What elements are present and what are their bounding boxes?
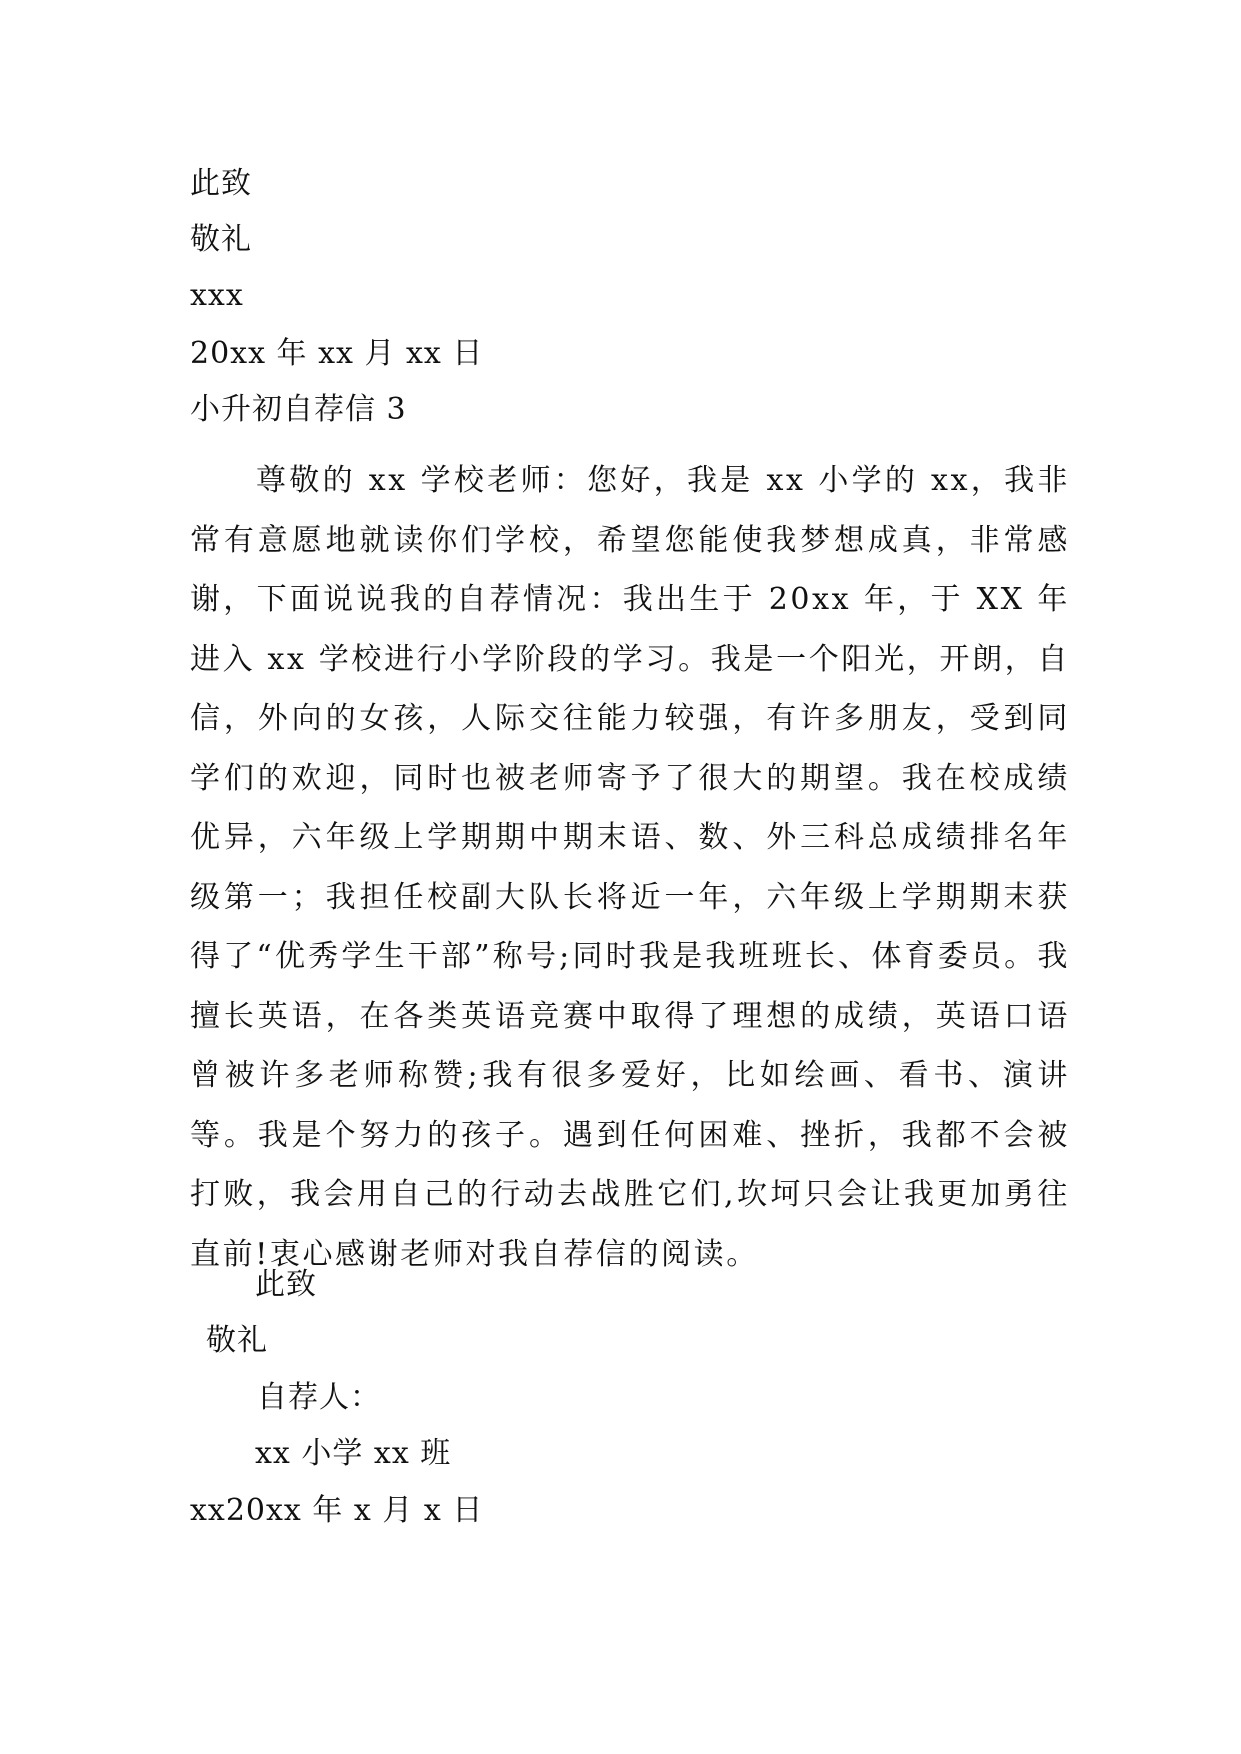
signer-class: xx 小学 xx 班 xyxy=(255,1436,452,1471)
closing-regards: 敬礼 xyxy=(190,222,252,257)
letter-date: 20xx 年 xx 月 xx 日 xyxy=(190,336,484,371)
letter-body: 尊敬的 xx 学校老师：您好，我是 xx 小学的 xx，我非常有意愿地就读你们学校，希望您能使我梦想成真，非常感谢，下面说说我的自荐情况：我出生于 20xx 年，于 XX 年进入 xx 学校进行小学阶段的学习。我是一个阳光，开朗，自信，外向的女孩，人际交往能力较强，有许多朋友，受到同学们的欢迎，同时也被老师寄予了很大的期望。我在校成绩优异，六年级上学期期中期末语、数、外三科总成绩排名年级第一；我担任校副大队长将近一年，六年级上学期期末获得了“优秀学生干部”称号;同时我是我班班长、体育委员。我擅长英语，在各类英语竞赛中取得了理想的成绩，英语口语曾被许多老师称赞;我有很多爱好，比如绘画、看书、演讲等。我是个努力的孩子。遇到任何困难、挫折，我都不会被打败，我会用自己的行动去战胜它们,坎坷只会让我更加勇往直前!衷心感谢老师对我自荐信的阅读。 xyxy=(190,463,1070,1272)
letter-title: 小升初自荐信 3 xyxy=(190,392,407,427)
closing-salutation: 此致 xyxy=(190,166,252,201)
signer-label: 自荐人： xyxy=(257,1380,381,1415)
sender-name: xxx xyxy=(190,278,244,313)
signer-date: xx20xx 年 x 月 x 日 xyxy=(190,1493,484,1528)
closing-salutation-2: 此致 xyxy=(255,1267,317,1302)
closing-regards-2: 敬礼 xyxy=(206,1323,268,1358)
